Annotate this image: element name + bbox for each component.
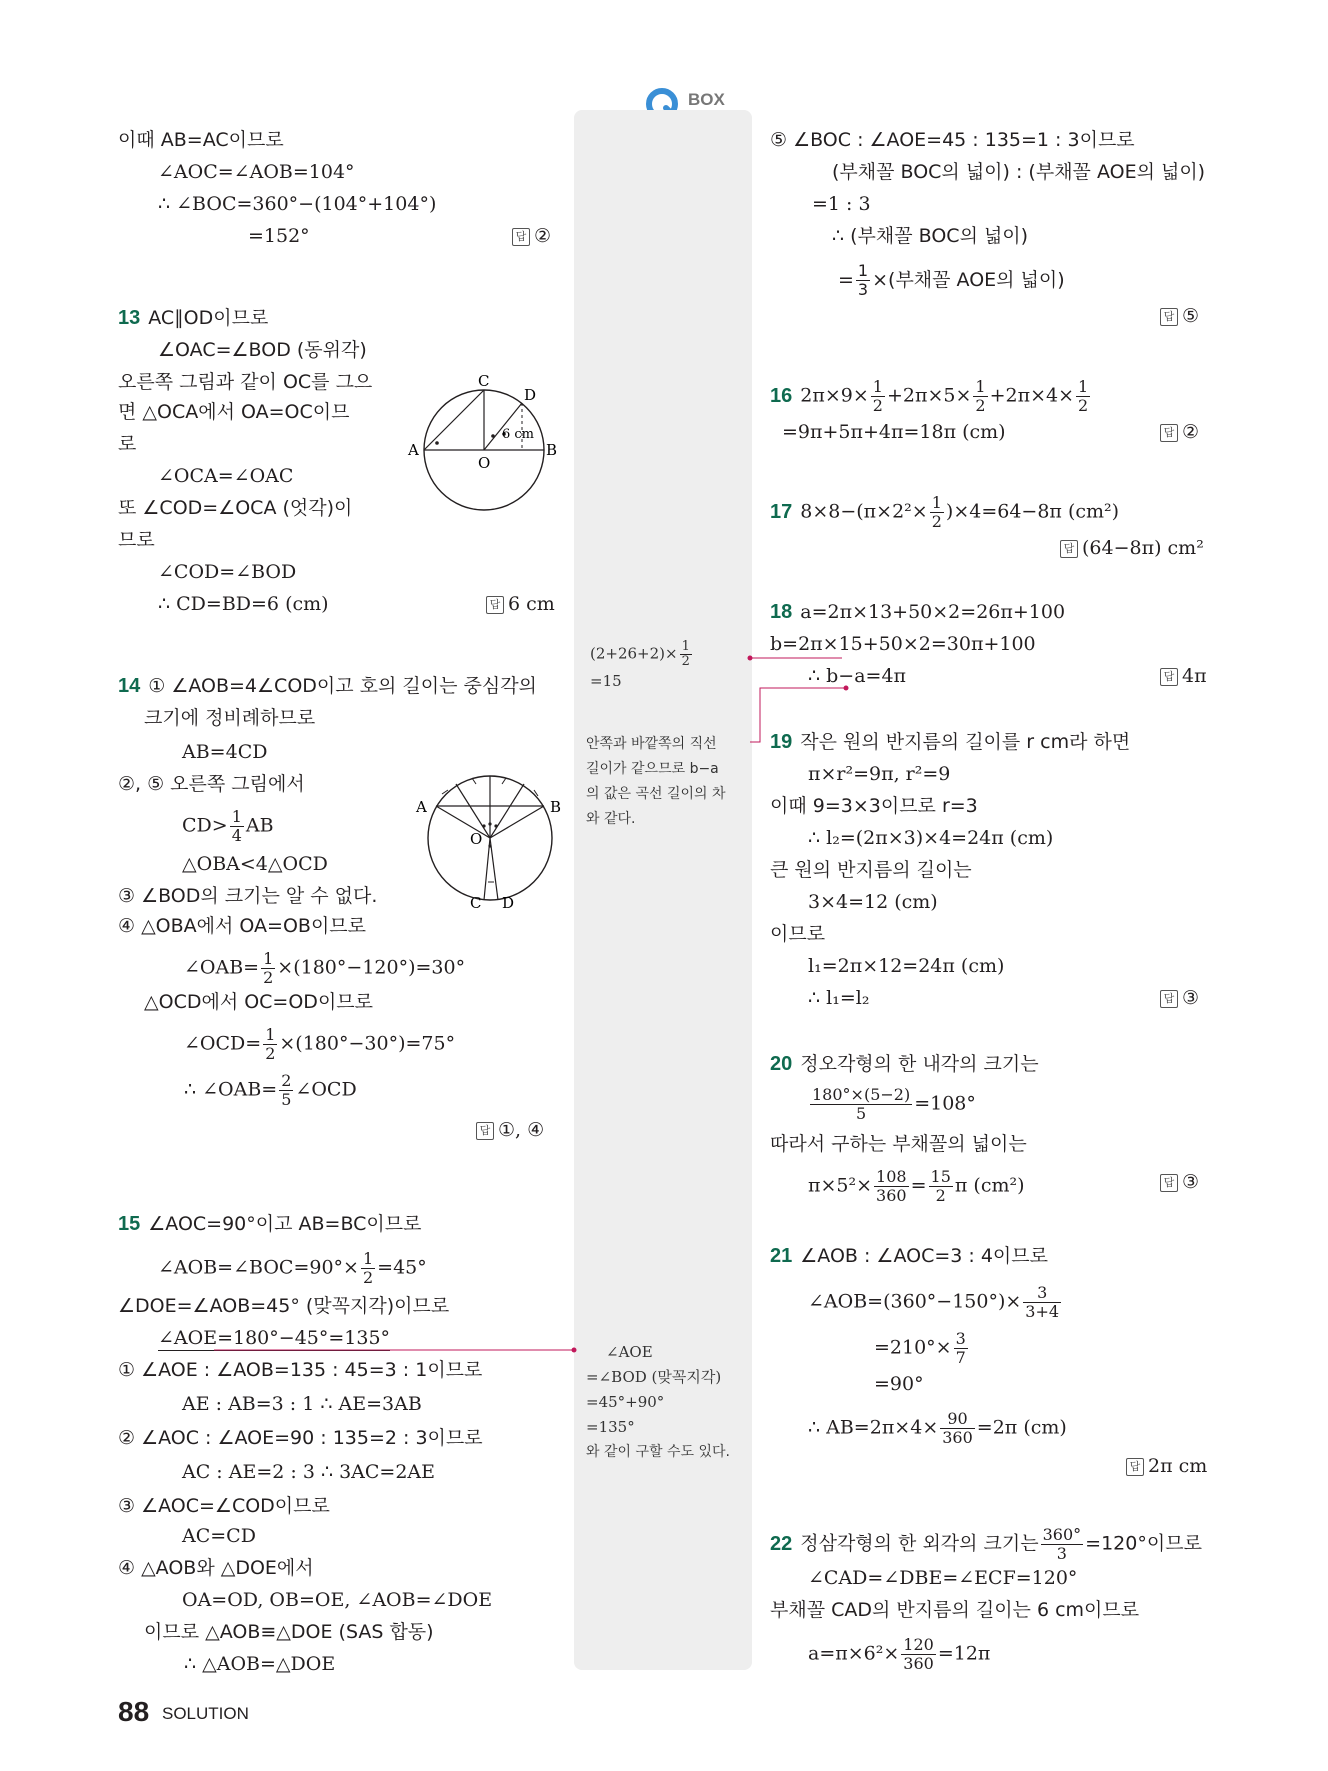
p18-answer: 답 4π xyxy=(1160,664,1207,688)
p21-line2: ∠AOB=(360°−150°)× $\frac{3}{3+4}$ xyxy=(808,1283,1060,1321)
p15c-answer: 답 ⑤ xyxy=(1160,304,1199,328)
p15-line4: ∠AOE=180°−45°=135° xyxy=(158,1327,391,1349)
answer-badge-icon: 답 xyxy=(512,228,530,246)
p20-line3: 따라서 구하는 부채꼴의 넓이는 xyxy=(770,1133,1027,1155)
p19-line7: 이므로 xyxy=(770,923,826,945)
p17-answer: 답 (64−8π) cm² xyxy=(1060,536,1204,560)
p18-line2: b=2π×15+50×2=30π+100 xyxy=(770,633,1036,655)
p18-line1: 18 a=2π×13+50×2=26π+100 xyxy=(770,601,1066,623)
fig14-label-c: C xyxy=(470,894,482,910)
p17-line1: 17 8×8−(π×2²× $\frac{1}{2}$ )×4=64−8π (cm²) xyxy=(770,493,1120,531)
p13-line4: 면 △OCA에서 OA=OC이므 xyxy=(118,401,350,423)
p13-line3: 오른쪽 그림과 같이 OC를 그으 xyxy=(118,371,373,393)
p12-answer: 답 ② xyxy=(512,224,551,248)
p12-line2: ∠AOC=∠AOB=104° xyxy=(158,161,355,183)
p15-line5: ① ∠AOE : ∠AOB=135 : 45=3 : 1이므로 xyxy=(118,1359,483,1381)
p22-line3: 부채꼴 CAD의 반지름의 길이는 6 cm이므로 xyxy=(770,1599,1140,1621)
p15-line13: 이므로 △AOB≡△DOE (SAS 합동) xyxy=(144,1621,434,1643)
p12-line1: 이때 AB=AC이므로 xyxy=(118,129,284,151)
p13-line1: 13 AC∥OD이므로 xyxy=(118,307,269,329)
fig13-label-a: A xyxy=(408,441,419,459)
p15-line8: AC : AE=2 : 3 ∴ 3AC=2AE xyxy=(182,1461,436,1483)
p14-line12: ∴ ∠OAB= $\frac{2}{5}$ ∠OCD xyxy=(184,1071,357,1109)
p14-line11: ∠OCD= $\frac{1}{2}$ ×(180°−30°)=75° xyxy=(184,1025,456,1063)
p21-line1: 21 ∠AOB : ∠AOC=3 : 4이므로 xyxy=(770,1245,1048,1267)
p20-line4: π×5²× $\frac{108}{360}$ = $\frac{15}{2}$ π (cm²) xyxy=(808,1167,1025,1205)
fig14-label-b: B xyxy=(550,798,562,816)
answer-badge-icon: 답 xyxy=(1160,424,1178,442)
fig13-label-d: D xyxy=(524,386,537,404)
p13-answer: 답 6 cm xyxy=(486,592,555,616)
box-note-1: (2+26+2)× $\frac{1}{2}$ =15 xyxy=(590,639,690,690)
fig13-label-o: O xyxy=(478,454,491,472)
p16-line2: =9π+5π+4π=18π (cm) xyxy=(782,421,1006,443)
box-note-2: 안쪽과 바깥쪽의 직선 길이가 같으므로 b−a 의 값은 곡선 길이의 차 와 같다. xyxy=(586,736,726,827)
p16-answer: 답 ② xyxy=(1160,420,1199,444)
p15-line6: AE : AB=3 : 1 ∴ AE=3AB xyxy=(182,1393,422,1415)
p13-line5: 로 xyxy=(118,433,137,455)
fig13-label-len: 6 cm xyxy=(502,427,535,442)
p19-line6: 3×4=12 (cm) xyxy=(808,891,938,913)
p15-line2: ∠AOB=∠BOC=90°× $\frac{1}{2}$ =45° xyxy=(158,1249,427,1287)
p15c-line2: (부채꼴 BOC의 넓이) : (부채꼴 AOE의 넓이) xyxy=(832,161,1206,183)
p19-line8: l₁=2π×12=24π (cm) xyxy=(808,955,1005,977)
p14-line3: AB=4CD xyxy=(182,741,268,763)
p15-line10: AC=CD xyxy=(182,1525,256,1547)
p15c-line4: ∴ (부채꼴 BOC의 넓이) xyxy=(832,225,1029,247)
p15-line14: ∴ △AOB=△DOE xyxy=(184,1653,336,1675)
p20-line1: 20 정오각형의 한 내각의 크기는 xyxy=(770,1053,1039,1075)
p14-line5: CD> $\frac{1}{4}$ AB xyxy=(182,807,274,845)
p19-line2: π×r²=9π, r²=9 xyxy=(808,763,951,785)
p14-line9: ∠OAB= $\frac{1}{2}$ ×(180°−120°)=30° xyxy=(184,949,466,987)
page-number: 88 xyxy=(118,1696,150,1727)
p14-line6: △OBA<4△OCD xyxy=(182,853,328,875)
p19-line3: 이때 9=3×3이므로 r=3 xyxy=(770,795,978,817)
p15-line9: ③ ∠AOC=∠COD이므로 xyxy=(118,1495,330,1517)
answer-badge-icon: 답 xyxy=(486,596,504,614)
p15-line1: 15 ∠AOC=90°이고 AB=BC이므로 xyxy=(118,1213,422,1235)
p13-line6: ∠OCA=∠OAC xyxy=(158,465,294,487)
answer-badge-icon: 답 xyxy=(1160,990,1178,1008)
answer-badge-icon: 답 xyxy=(1160,1174,1178,1192)
p15c-line5: = $\frac{1}{3}$ ×(부채꼴 AOE의 넓이) xyxy=(838,261,1065,299)
p14-line2: 크기에 정비례하므로 xyxy=(144,707,316,729)
p15-line7: ② ∠AOC : ∠AOE=90 : 135=2 : 3이므로 xyxy=(118,1427,483,1449)
p15c-line1: ⑤ ∠BOC : ∠AOE=45 : 135=1 : 3이므로 xyxy=(770,129,1135,151)
p19-line4: ∴ l₂=(2π×3)×4=24π (cm) xyxy=(808,827,1054,849)
p12-line4: =152° xyxy=(248,225,310,247)
p21-line3: =210°× $\frac{3}{7}$ xyxy=(874,1329,966,1367)
answer-badge-icon: 답 xyxy=(1126,1458,1144,1476)
p15c-line3: =1 : 3 xyxy=(812,193,871,215)
fig14-label-d: D xyxy=(502,894,515,910)
p14-line1: 14 ① ∠AOB=4∠COD이고 호의 길이는 중심각의 xyxy=(118,675,537,697)
p22-line4: a=π×6²× $\frac{120}{360}$ =12π xyxy=(808,1635,991,1673)
p22-line2: ∠CAD=∠DBE=∠ECF=120° xyxy=(808,1567,1078,1589)
p19-line1: 19 작은 원의 반지름의 길이를 r cm라 하면 xyxy=(770,731,1131,753)
box-note-3: ∠AOE =∠BOD (맞꼭지각) =45°+90° =135° 와 같이 구할 수도 있다. xyxy=(586,1343,730,1460)
p19-answer: 답 ③ xyxy=(1160,986,1199,1010)
answer-badge-icon: 답 xyxy=(476,1122,494,1140)
p13-line10: ∴ CD=BD=6 (cm) xyxy=(158,593,329,615)
p12-line3: ∴ ∠BOC=360°−(104°+104°) xyxy=(158,193,437,215)
p13-line9: ∠COD=∠BOD xyxy=(158,561,297,583)
p13-line8: 므로 xyxy=(118,529,155,551)
p15-line11: ④ △AOB와 △DOE에서 xyxy=(118,1557,314,1579)
p22-line1: 22 정삼각형의 한 외각의 크기는 $\frac{360^\circ}{3}$ =120°이므로 xyxy=(770,1525,1202,1563)
p21-line5: ∴ AB=2π×4× $\frac{90}{360}$ =2π (cm) xyxy=(808,1409,1067,1447)
p15-line3: ∠DOE=∠AOB=45° (맞꼭지각)이므로 xyxy=(118,1295,450,1317)
fig14-label-o: O xyxy=(470,830,483,848)
p20-answer: 답 ③ xyxy=(1160,1170,1199,1194)
p18-line3: ∴ b−a=4π xyxy=(808,665,907,687)
fig14-label-a: A xyxy=(416,798,427,816)
p15-line12: OA=OD, OB=OE, ∠AOB=∠DOE xyxy=(182,1589,493,1611)
p21-answer: 답 2π cm xyxy=(1126,1454,1207,1478)
p19-line9: ∴ l₁=l₂ xyxy=(808,987,870,1009)
answer-badge-icon: 답 xyxy=(1160,308,1178,326)
p16-line1: 16 2π×9× $\frac{1}{2}$ +2π×5× $\frac{1}{2}$ +2π×4× $\frac{1}{2}$ xyxy=(770,377,1089,415)
p14-line8: ④ △OBA에서 OA=OB이므로 xyxy=(118,915,367,937)
p21-line4: =90° xyxy=(874,1373,924,1395)
p13-line2: ∠OAC=∠BOD (동위각) xyxy=(158,339,367,361)
p14-answer: 답 ①, ④ xyxy=(476,1118,544,1142)
p14-line10: △OCD에서 OC=OD이므로 xyxy=(144,991,374,1013)
p14-line4: ②, ⑤ 오른쪽 그림에서 xyxy=(118,773,305,795)
p14-line7: ③ ∠BOD의 크기는 알 수 없다. xyxy=(118,885,378,907)
answer-badge-icon: 답 xyxy=(1160,668,1178,686)
p19-line5: 큰 원의 반지름의 길이는 xyxy=(770,859,972,881)
answer-badge-icon: 답 xyxy=(1060,540,1078,558)
fig13-label-c: C xyxy=(478,372,490,390)
box-label: BOX xyxy=(688,90,725,109)
fig13-label-b: B xyxy=(546,441,558,459)
p13-line7: 또 ∠COD=∠OCA (엇각)이 xyxy=(118,497,353,519)
p20-line2: $\frac{180^\circ\times(5-2)}{5}$ =108° xyxy=(812,1085,976,1123)
section-label: SOLUTION xyxy=(162,1704,249,1723)
